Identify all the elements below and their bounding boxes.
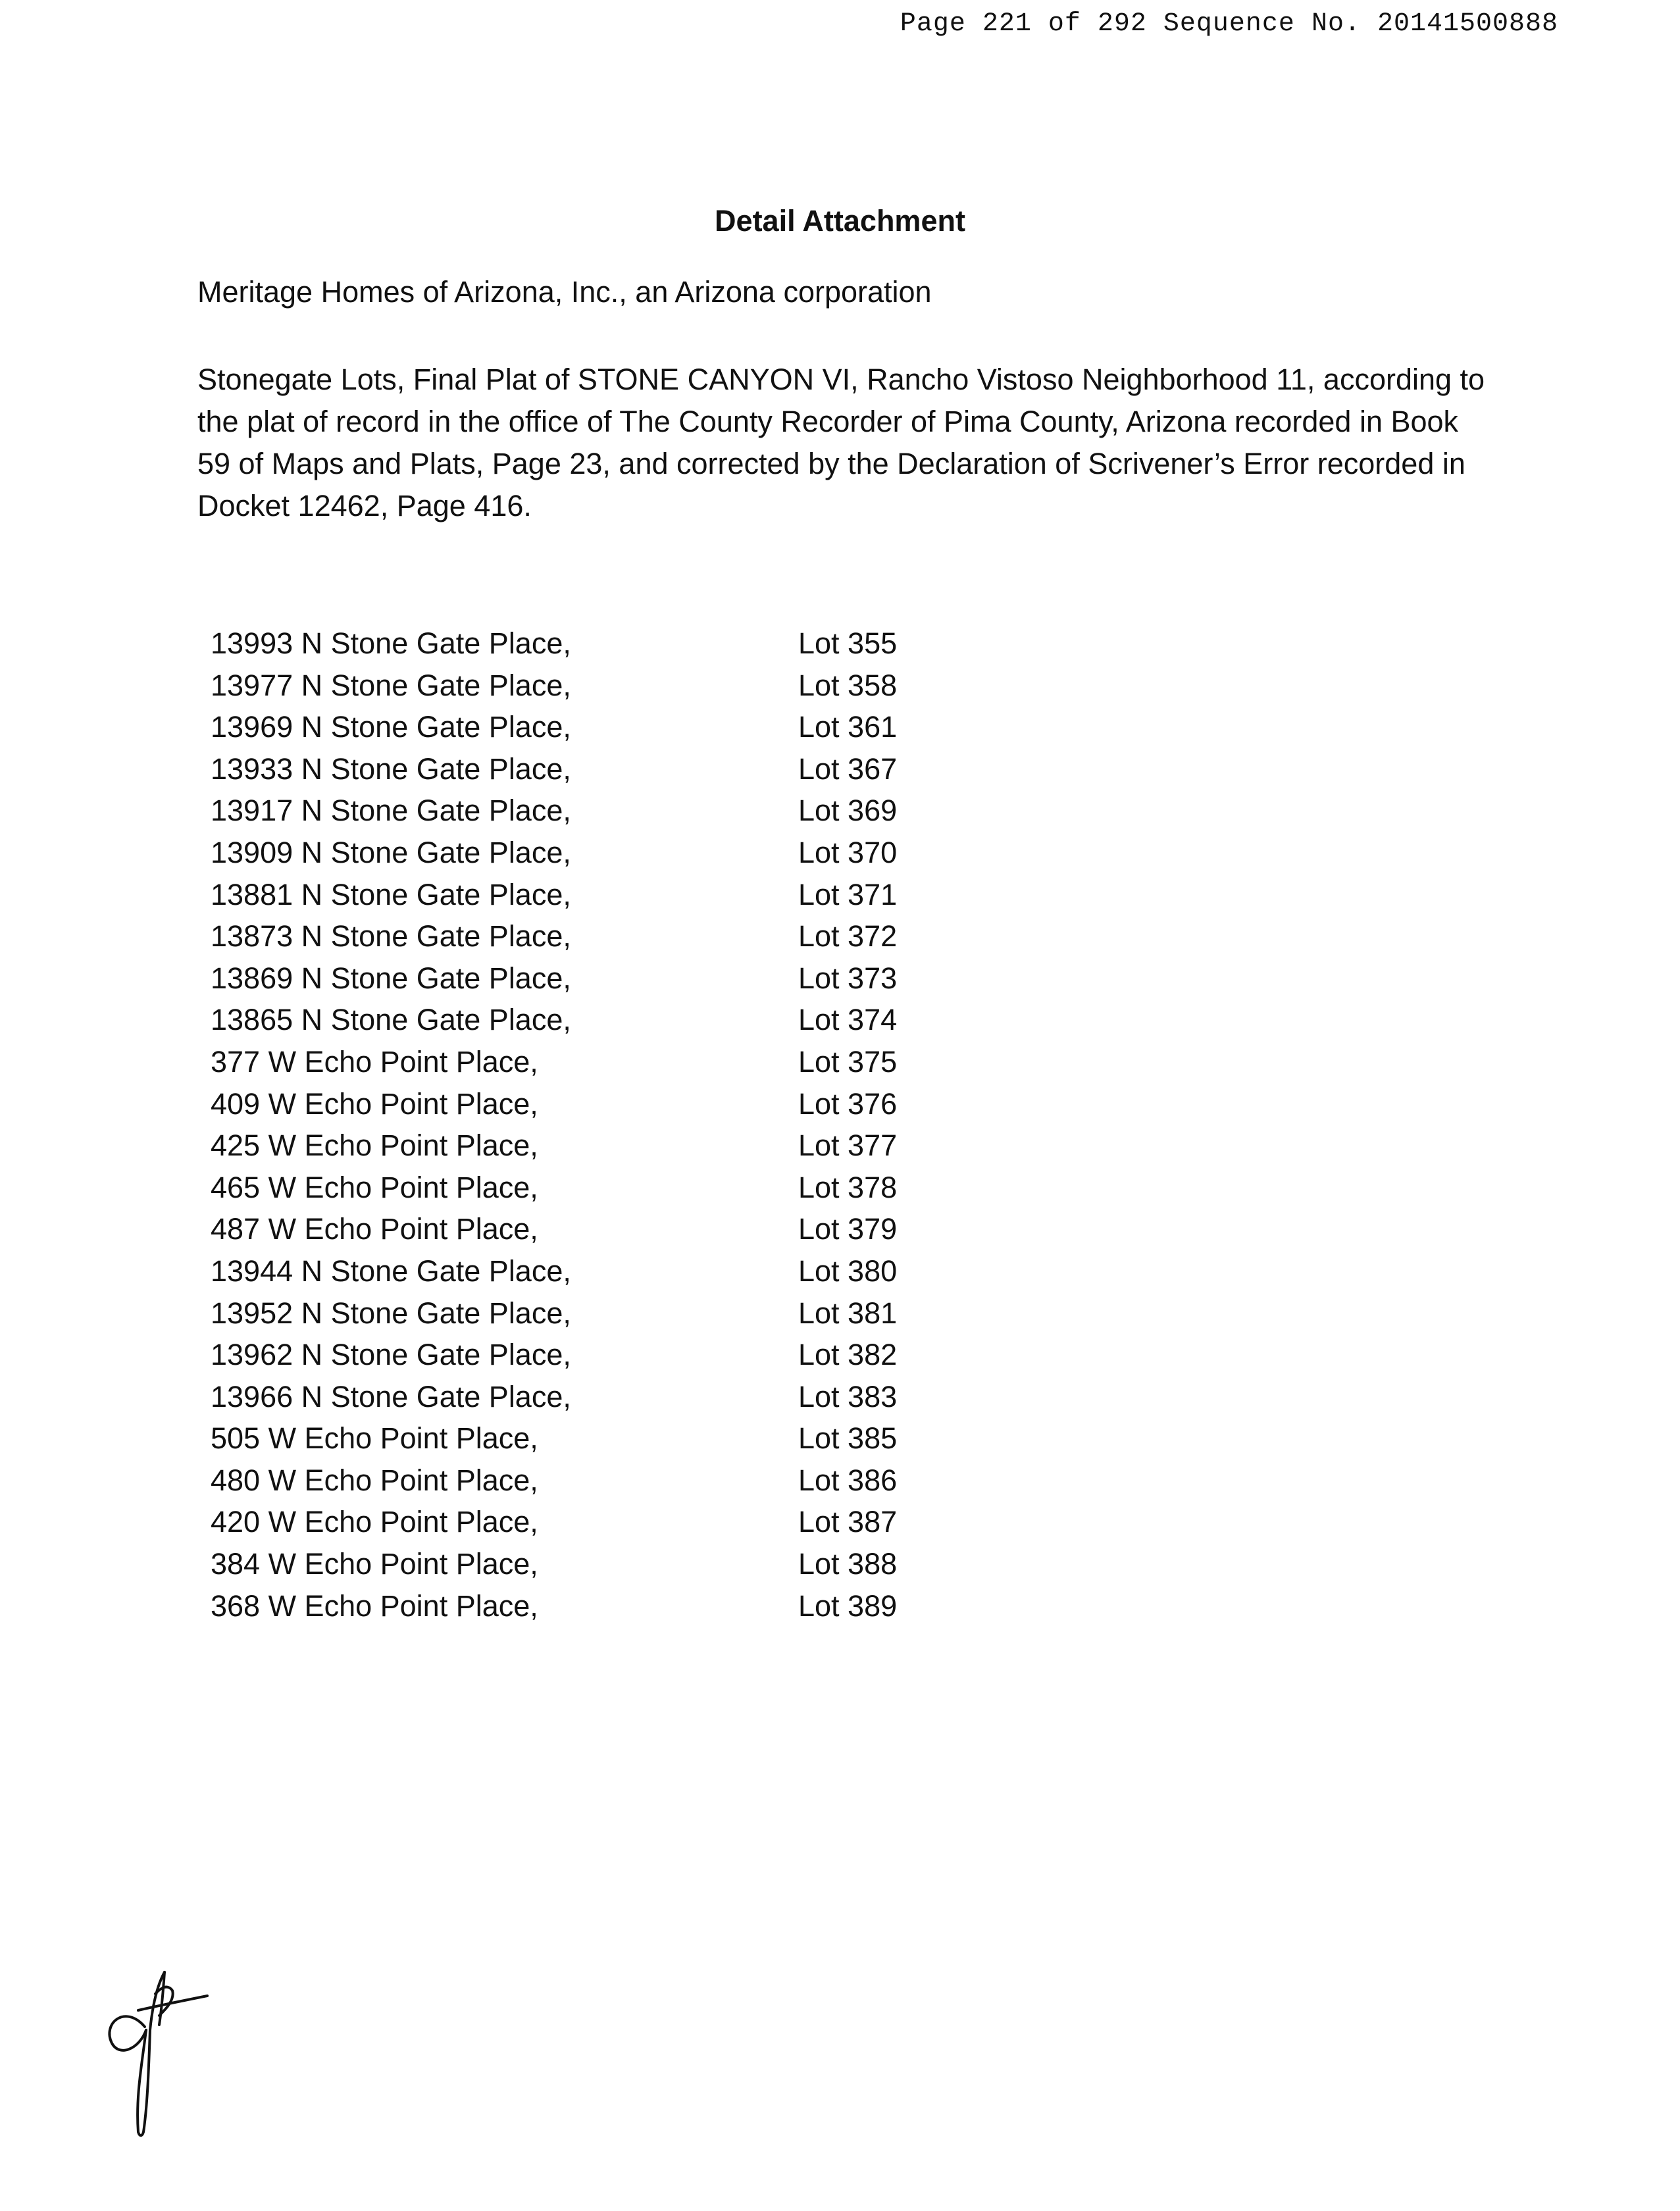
lot-number: Lot 378 [798,1170,898,1204]
lot-number: Lot 385 [798,1421,898,1456]
lot-number: Lot 374 [798,1003,898,1037]
lot-address: 13977 N Stone Gate Place, [211,668,571,702]
lot-address: 465 W Echo Point Place, [211,1170,538,1204]
lot-address: 480 W Echo Point Place, [211,1463,538,1497]
lot-row [211,706,1000,748]
lot-address: 13993 N Stone Gate Place, [211,626,571,660]
lot-number: Lot 367 [798,751,898,786]
lot-address: 487 W Echo Point Place, [211,1212,538,1246]
lot-number: Lot 386 [798,1463,898,1497]
lot-address: 368 W Echo Point Place, [211,1588,538,1623]
lot-row [211,957,1000,1000]
lot-row [211,915,1000,957]
page-sequence-stamp: Page 221 of 292 Sequence No. 20141500888 [900,9,1558,39]
lot-number: Lot 370 [798,835,898,869]
lot-address: 13917 N Stone Gate Place, [211,794,571,828]
party-name: Meritage Homes of Arizona, Inc., an Arizona corporation [197,275,932,309]
lot-address: 384 W Echo Point Place, [211,1547,538,1581]
lot-row [211,1460,1000,1502]
lot-number: Lot 355 [798,626,898,660]
lot-address: 505 W Echo Point Place, [211,1421,538,1456]
lot-address: 13952 N Stone Gate Place, [211,1296,571,1330]
lot-number: Lot 383 [798,1379,898,1413]
lot-number: Lot 373 [798,961,898,995]
lot-address: 13873 N Stone Gate Place, [211,919,571,953]
lot-number: Lot 372 [798,919,898,953]
lot-number: Lot 389 [798,1588,898,1623]
lot-address: 377 W Echo Point Place, [211,1044,538,1079]
lot-address: 13909 N Stone Gate Place, [211,835,571,869]
lot-number: Lot 387 [798,1505,898,1539]
lot-row [211,1083,1000,1125]
lot-number: Lot 381 [798,1296,898,1330]
lot-row [211,1167,1000,1209]
lot-address: 13869 N Stone Gate Place, [211,961,571,995]
lot-number: Lot 361 [798,710,898,744]
lot-row [211,623,1000,665]
lot-row [211,999,1000,1041]
lot-row [211,1543,1000,1585]
lot-row [211,1501,1000,1543]
lot-address: 13933 N Stone Gate Place, [211,751,571,786]
lot-number: Lot 379 [798,1212,898,1246]
lot-row [211,1376,1000,1418]
lot-number: Lot 377 [798,1129,898,1163]
lot-row [211,748,1000,790]
lot-row [211,665,1000,707]
lot-row [211,874,1000,916]
lot-row [211,1417,1000,1460]
lot-number: Lot 380 [798,1254,898,1288]
lot-row [211,1041,1000,1083]
lot-address: 420 W Echo Point Place, [211,1505,538,1539]
lot-address: 13966 N Stone Gate Place, [211,1379,571,1413]
lot-list [211,623,1000,1627]
lot-number: Lot 371 [798,877,898,911]
lot-address: 13962 N Stone Gate Place, [211,1338,571,1372]
legal-description: Stonegate Lots, Final Plat of STONE CANYON VI, Rancho Vistoso Neighborhood 11, according to the plat of record in the office of The County Recorder of Pima County, Arizona recorded in Book 59 of Maps and Plats, Page 23, and corrected by the Declaration of Scrivener’s Error recorded in Docket 12462, Page 416. [197,363,1485,522]
lot-number: Lot 369 [798,794,898,828]
lot-row [211,1585,1000,1627]
lot-row [211,832,1000,874]
lot-number: Lot 388 [798,1547,898,1581]
lot-address: 13969 N Stone Gate Place, [211,710,571,744]
document-title: Detail Attachment [715,204,965,238]
lot-number: Lot 382 [798,1338,898,1372]
lot-row [211,1125,1000,1167]
lot-number: Lot 358 [798,668,898,702]
lot-address: 409 W Echo Point Place, [211,1086,538,1121]
lot-address: 13865 N Stone Gate Place, [211,1003,571,1037]
lot-address: 13944 N Stone Gate Place, [211,1254,571,1288]
lot-address: 425 W Echo Point Place, [211,1129,538,1163]
lot-row [211,1292,1000,1334]
lot-number: Lot 376 [798,1086,898,1121]
lot-row [211,1208,1000,1250]
lot-address: 13881 N Stone Gate Place, [211,877,571,911]
handwritten-initials-icon [99,1964,211,2142]
lot-number: Lot 375 [798,1044,898,1079]
lot-row [211,1334,1000,1376]
lot-row [211,1250,1000,1292]
lot-row [211,790,1000,832]
